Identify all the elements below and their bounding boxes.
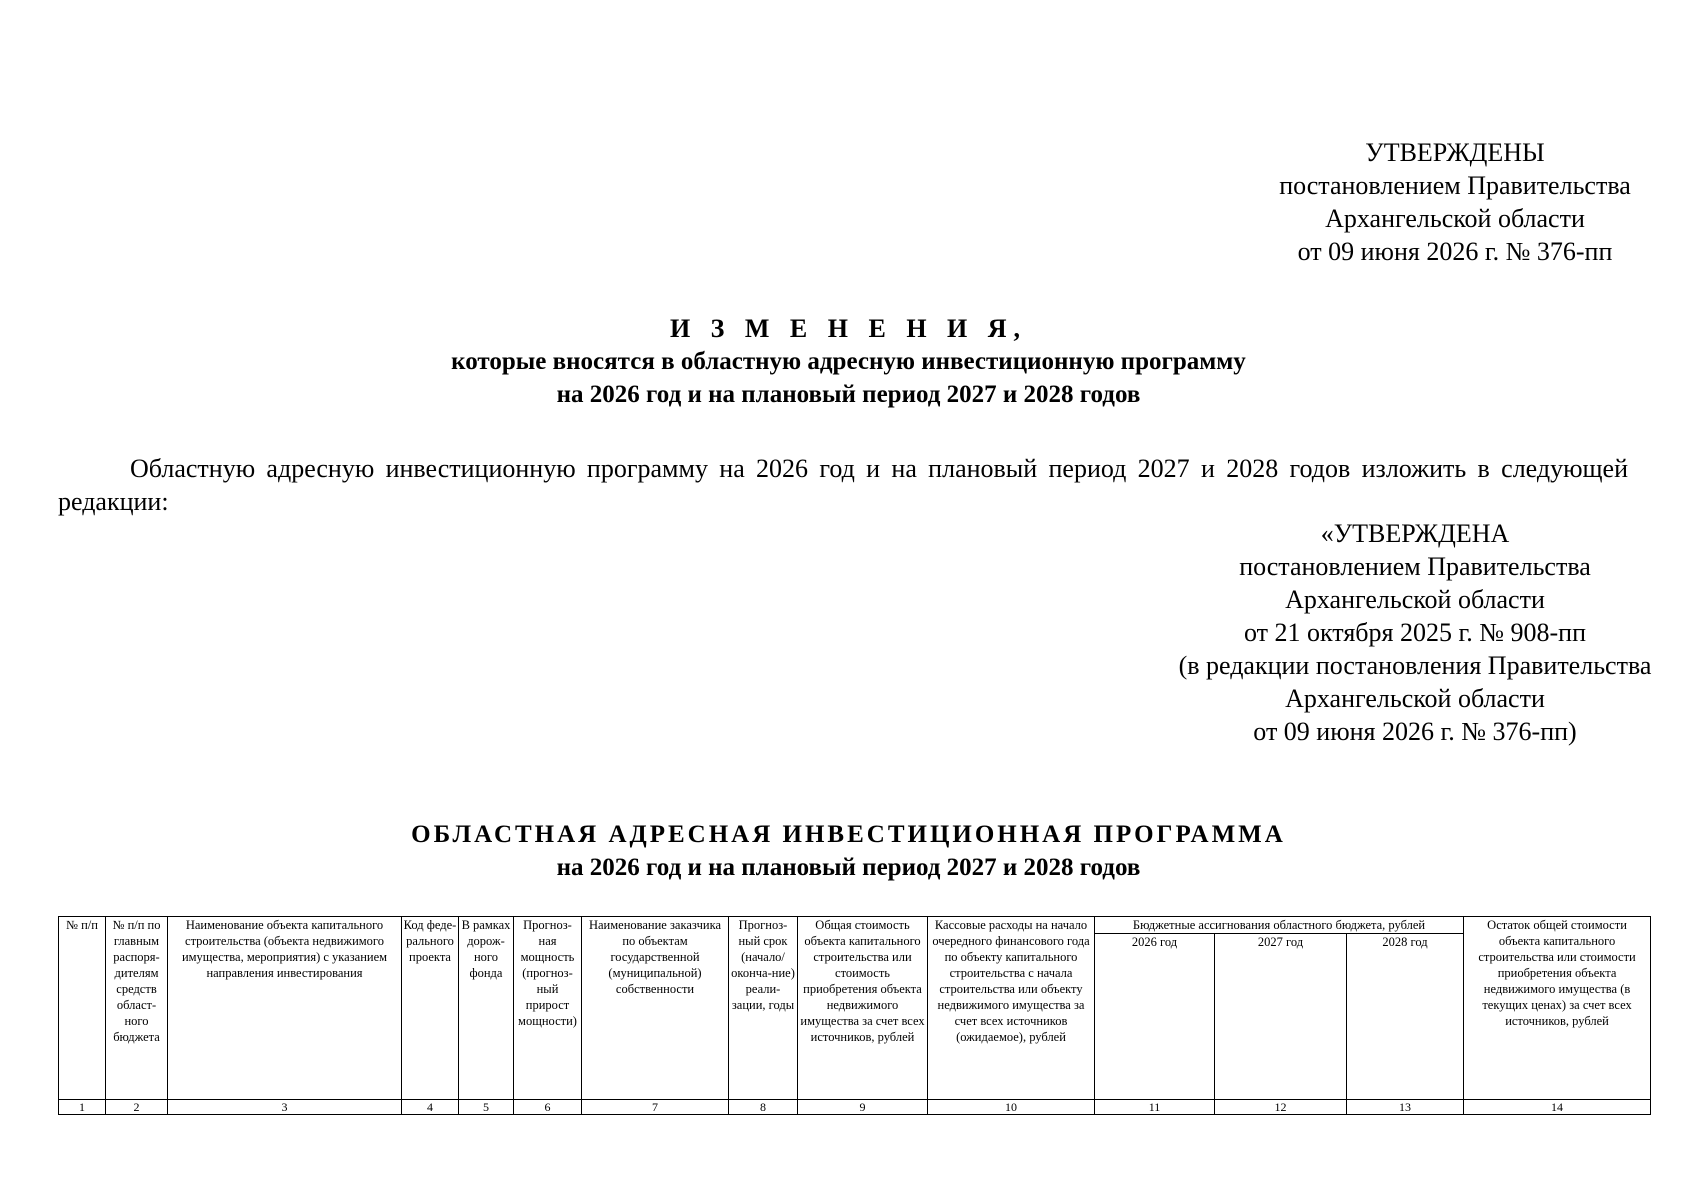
approval-line: от 09 июня 2026 г. № 376-пп xyxy=(1297,237,1613,266)
column-number: 2 xyxy=(106,1100,168,1115)
program-heading xyxy=(0,818,1697,884)
column-number: 11 xyxy=(1095,1100,1215,1115)
header-budget-group: Бюджетные ассигнования областного бюджета, рублей xyxy=(1095,917,1464,934)
column-number: 6 xyxy=(514,1100,582,1115)
header-col-14: Остаток общей стоимости объекта капитального строительства или стоимости приобретения объекта недвижимого имущества (в текущих ценах) за счет всех источников, рублей xyxy=(1464,917,1651,1100)
column-number: 1 xyxy=(59,1100,106,1115)
column-number: 13 xyxy=(1347,1100,1464,1115)
column-number: 10 xyxy=(928,1100,1095,1115)
program-subtitle: на 2026 год и на плановый период 2027 и 2028 годов xyxy=(556,854,1141,881)
header-col-8: Прогноз-ный срок (начало/ оконча-ние) реали-зации, годы xyxy=(729,917,798,1100)
approval-line: постановлением Правительства xyxy=(1279,171,1631,200)
approval-line: Архангельской области xyxy=(1325,204,1585,233)
header-col-2: № п/п по главным распоря-дителям средств област-ного бюджета xyxy=(106,917,168,1100)
header-year-2027: 2027 год xyxy=(1215,934,1347,1100)
column-number-row xyxy=(59,1100,1651,1115)
approval-line: УТВЕРЖДЕНЫ xyxy=(1365,138,1545,167)
approval-line: (в редакции постановления Правительства xyxy=(1178,651,1652,680)
column-number: 4 xyxy=(402,1100,459,1115)
column-number: 5 xyxy=(459,1100,514,1115)
column-number: 14 xyxy=(1464,1100,1651,1115)
header-col-6: Прогноз-ная мощность (прогноз-ный прирост мощности) xyxy=(514,917,582,1100)
header-year-2028: 2028 год xyxy=(1347,934,1464,1100)
approval-stamp-top xyxy=(1240,136,1670,268)
changes-title: И З М Е Н Е Н И Я, xyxy=(669,314,1028,343)
column-number: 12 xyxy=(1215,1100,1347,1115)
changes-heading xyxy=(0,312,1697,411)
header-col-5: В рамках дорож-ного фонда xyxy=(459,917,514,1100)
header-col-9: Общая стоимость объекта капитального строительства или стоимость приобретения объекта недвижимого имущества за счет всех источников, рублей xyxy=(798,917,928,1100)
header-col-3: Наименование объекта капитального строительства (объекта недвижимого имущества, мероприятия) с указанием направления инвестирования xyxy=(168,917,402,1100)
program-table xyxy=(58,916,1651,1115)
approval-line: постановлением Правительства xyxy=(1239,552,1591,581)
approval-line: Архангельской области xyxy=(1285,684,1545,713)
approval-line: Архангельской области xyxy=(1285,585,1545,614)
header-year-2026: 2026 год xyxy=(1095,934,1215,1100)
approval-line: от 09 июня 2026 г. № 376-пп) xyxy=(1253,717,1577,746)
approval-stamp-inner xyxy=(1150,517,1680,748)
program-title: ОБЛАСТНАЯ АДРЕСНАЯ ИНВЕСТИЦИОННАЯ ПРОГРАММА xyxy=(411,821,1286,848)
column-number: 3 xyxy=(168,1100,402,1115)
header-col-7: Наименование заказчика по объектам государственной (муниципальной) собственности xyxy=(582,917,729,1100)
table-header-row xyxy=(59,917,1651,934)
approval-line: «УТВЕРЖДЕНА xyxy=(1320,519,1510,548)
changes-subtitle-line: на 2026 год и на плановый период 2027 и 2028 годов xyxy=(556,381,1141,408)
header-col-4: Код феде-рального проекта xyxy=(402,917,459,1100)
approval-line: от 21 октября 2025 г. № 908-пп xyxy=(1244,618,1586,647)
changes-subtitle-line: которые вносятся в областную адресную инвестиционную программу xyxy=(451,348,1246,375)
column-number: 8 xyxy=(729,1100,798,1115)
column-number: 9 xyxy=(798,1100,928,1115)
header-col-1: № п/п xyxy=(59,917,106,1100)
column-number: 7 xyxy=(582,1100,729,1115)
intro-paragraph: Областную адресную инвестиционную программу на 2026 год и на плановый период 2027 и 2028 годов изложить в следующей редакции: xyxy=(58,454,1628,516)
header-col-10: Кассовые расходы на начало очередного финансового года по объекту капитального строительства с начала строительства или объекту недвижимого имущества за счет всех источников (ожидаемое), рублей xyxy=(928,917,1095,1100)
